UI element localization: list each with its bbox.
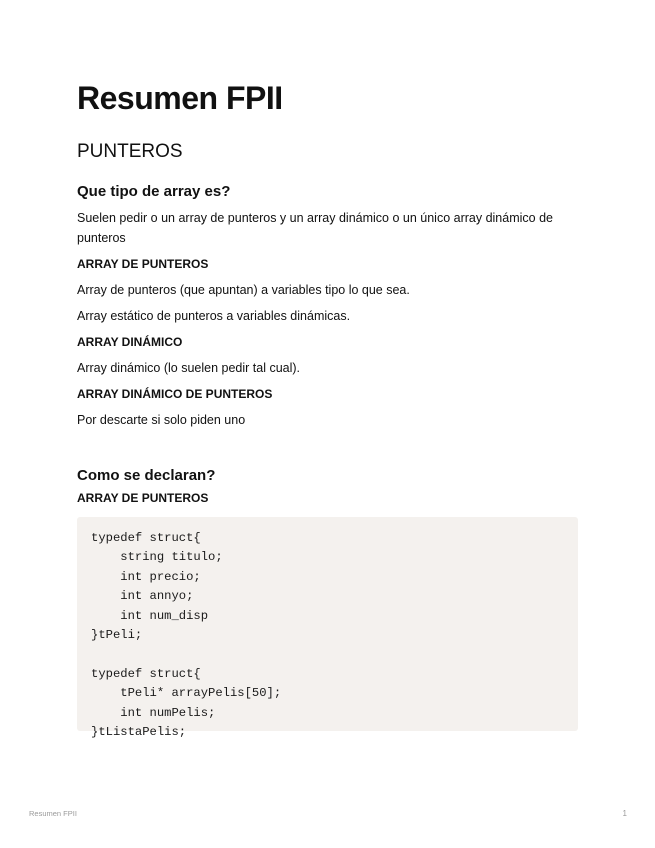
footer-doc-name: Resumen FPII [29,809,77,818]
array-dinamico-punteros-paragraph: Por descarte si solo piden uno [77,413,246,427]
array-dinamico-paragraph: Array dinámico (lo suelen pedir tal cual). [77,361,301,375]
intro-paragraph: Suelen pedir o un array de punteros y un array dinámico o un único array dinámico de punteros [77,211,553,245]
section-heading-punteros: PUNTEROS [77,141,183,162]
label-array-de-punteros-declaration: ARRAY DE PUNTEROS [77,491,209,505]
document-page [77,78,578,740]
subsection-heading-array-type: Que tipo de array es? [77,183,231,200]
code-content: typedef struct{ string titulo; int precio; int annyo; int num_disp }tPeli; typedef struct{ tPeli* arrayPelis[50]; int numPelis; }tListaPelis; [91,531,282,740]
label-array-dinamico: ARRAY DINÁMICO [77,335,183,349]
subsection-heading-declaration: Como se declaran? [77,467,216,484]
footer-page-number: 1 [622,809,627,818]
document-title: Resumen FPII [77,80,283,116]
array-punteros-paragraph-1: Array de punteros (que apuntan) a variables tipo lo que sea. [77,283,410,297]
label-array-dinamico-de-punteros: ARRAY DINÁMICO DE PUNTEROS [77,387,273,401]
label-array-de-punteros: ARRAY DE PUNTEROS [77,257,209,271]
array-punteros-paragraph-2: Array estático de punteros a variables dinámicas. [77,309,351,323]
code-block [77,517,578,740]
